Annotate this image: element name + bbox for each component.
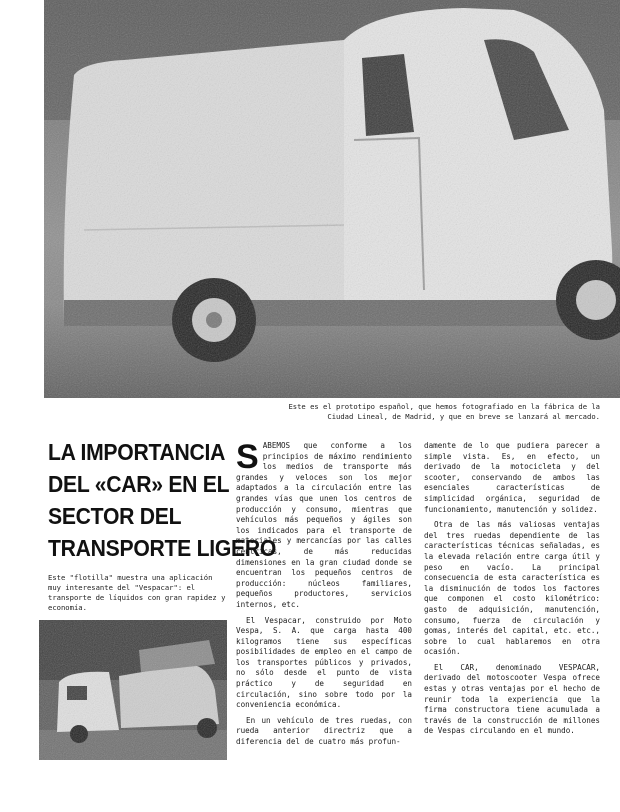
article-paragraph-2: El Vespacar, construido por Moto Vespa, S. A. que carga hasta 400 kilogramos tiene sus específicas posibilidades de empleo en el campo de los transportes públicos y privados, no sólo desde el punto de vista práctico y de seguridad en circulación, sino sobre todo por la conveniencia económica. [236,615,412,710]
article-column-1 [236,438,412,753]
small-photo [39,620,227,760]
article-paragraph-5: Otra de las más valiosas ventajas del tres ruedas dependiente de las características técnicas señaladas, es la elevada relación entre carga útil y peso en vacío. La principal consecuencia de esta característica es la disminución de todos los factores que componen el costo kilométrico: gasto de adquisición, manutención, consumo, fuerza de circulación y gomas, interés del capital, etc. etc., sobre lo cual hablaremos en otra ocasión. [424,520,600,657]
paragraph-1-text: ABEMOS que conforme a los principios de máximo rendimiento los medios de transporte más grandes y veloces son los mejor adaptados a la circulación entre las grandes vías que unen los centros de producción y consumo, mientras que vehículos más pequeños y ágiles son los indicados para el transporte de materiales y mercancías por las calles céntricas, de más reducidas dimensiones en la gran ciudad donde se encuentran los pequeños centros de producción: núcleos familiares, pequeños productores, servicios internos, etc. [236,441,412,609]
article-paragraph-1 [236,438,412,611]
article-paragraph-6: El CAR, denominado VESPACAR, derivado del motoscooter Vespa ofrece estas y otras ventajas por el hecho de reunir toda la experiencia que la firma constructora tiene acumulada a través de la construcción de millones de Vespas circulando en el mundo. [424,662,600,736]
headline-line-3: SECTOR DEL [48,503,182,529]
headline-line-4: TRANSPORTE LIGERO [48,535,277,561]
small-photo-caption: Este "flotilla" muestra una aplicación muy interesante del "Vespacar": el transporte de líquidos con gran rapidez y economía. [48,573,226,612]
headline-line-2: DEL «CAR» EN EL [48,471,230,497]
vespacar-prototype-image [44,0,620,398]
article-paragraph-3: En un vehículo de tres ruedas, con rueda anterior directriz que a diferencia del de cuatro más profun- [236,715,412,747]
article-headline [48,436,277,564]
vespacar-fleet-image [39,620,227,760]
dropcap: S [236,438,259,476]
main-photo [44,0,620,398]
headline-line-1: LA IMPORTANCIA [48,439,226,465]
main-photo-caption: Este es el prototipo español, que hemos fotografiado en la fábrica de la Ciudad Lineal, de Madrid, y que en breve se lanzará al mercado. [288,402,600,421]
article-column-2 [424,441,600,742]
article-paragraph-4: damente de lo que pudiera parecer a simple vista. Es, en efecto, un derivado de la motocicleta y del scooter, conservando de ambos las esenciales características de simplicidad orgánica, seguridad de funcionamiento, manutención y solidez. [424,441,600,514]
